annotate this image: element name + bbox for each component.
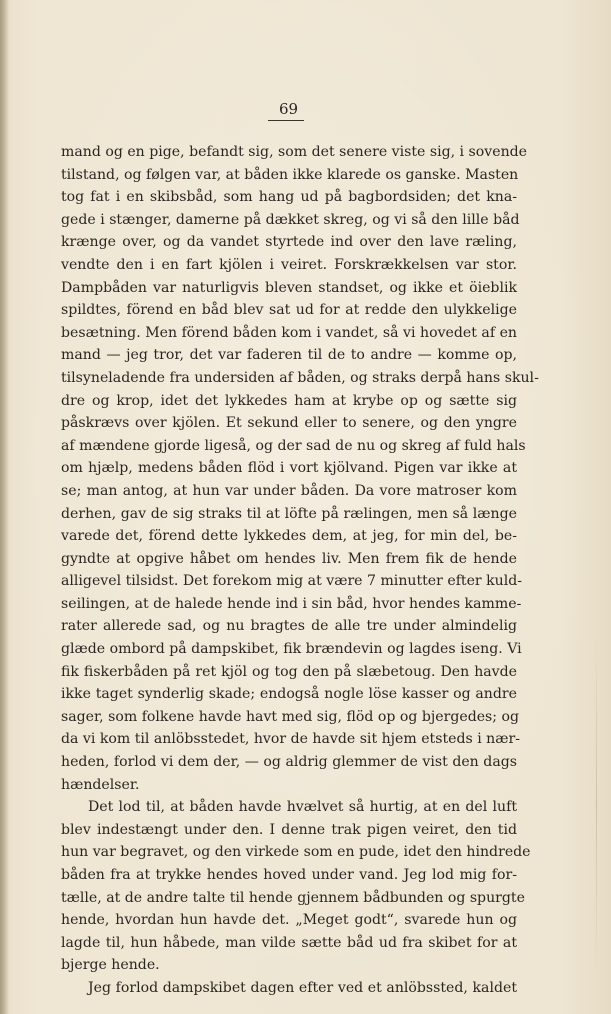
text-line: da vi kom til anlöbsstedet, hvor de havde sit hjem etsteds i nær-: [61, 731, 521, 748]
text-line: varede det, förend dette lykkedes dem, at jeg, for min del, be-: [61, 528, 517, 545]
text-line: hun var begravet, og den virkede som en pude, idet den hindrede: [61, 844, 531, 861]
text-line: båden fra at trykke hendes hoved under vand. Jeg lod mig for-: [61, 867, 517, 883]
page-number-rule: [268, 120, 304, 121]
text-line: mand — jeg tror, det var faderen til de to andre — komme op,: [61, 347, 517, 364]
text-line: besætning. Men förend båden kom i vandet, så vi hovedet af en: [61, 324, 517, 341]
text-line: alligevel tilsidst. Det forekom mig at være 7 minutter efter kuld-: [61, 573, 523, 590]
text-line: hende, hvordan hun havde det. „Meget godt“, svarede hun og: [61, 912, 517, 929]
text-line: tilstand, og følgen var, at båden ikke klarede os ganske. Masten: [61, 166, 519, 183]
page-number: 69: [278, 100, 299, 118]
text-line: krænge over, og da vandet styrtede ind over den lave ræling,: [61, 234, 517, 251]
text-line: spildtes, förend en båd blev sat ud for at redde den ulykkelige: [61, 302, 517, 319]
text-line: om hjælp, medens båden flöd i vort kjölvand. Pigen var ikke at: [61, 460, 517, 477]
paragraph-start-line: Jeg forlod dampskibet dagen efter ved et anlöbssted, kaldet: [88, 979, 517, 996]
text-line: af mændene gjorde ligeså, og der sad de nu og skreg af fuld hals: [61, 437, 526, 454]
text-line: blev indestængt under den. I denne trak pigen veiret, den tid: [61, 821, 517, 838]
text-line: glæde ombord på dampskibet, fik brændevin og lagdes iseng. Vi: [61, 641, 522, 658]
text-line: Dampbåden var naturligvis bleven standset, og ikke et öieblik: [61, 279, 517, 296]
paragraph-end-line: hændelser.: [61, 776, 140, 793]
text-line: tælle, at de andre talte til hende gjennem bådbunden og spurgte: [61, 889, 525, 906]
text-line: gyndte at opgive håbet om hendes liv. Men frem fik de hende: [61, 550, 517, 567]
text-line: seilingen, at de halede hende ind i sin båd, hvor hendes kamme-: [61, 595, 522, 612]
text-line: påskrævs over kjölen. Et sekund eller to senere, og den yngre: [61, 415, 517, 432]
text-line: tog fat i en skibsbåd, som hang ud på bagbordsiden; det kna-: [61, 189, 517, 206]
text-line: vendte den i en fart kjölen i veiret. Forskrækkelsen var stor.: [61, 256, 517, 273]
text-line: lagde til, hun håbede, man vilde sætte båd ud fra skibet for at: [61, 934, 517, 951]
body-text: [61, 141, 539, 1000]
text-line: ikke taget synderlig skade; endogså nogle löse kasser og andre: [61, 686, 517, 703]
page-edge-shadow: [0, 0, 9, 1014]
text-line: sager, som folkene havde havt med sig, flöd op og bjergedes; og: [61, 708, 520, 725]
text-line: heden, forlod vi dem der, — og aldrig glemmer de vist den dags: [61, 754, 517, 771]
text-line: tilsyneladende fra undersiden af båden, og straks derpå hans skul-: [61, 369, 539, 386]
text-line: gede i stænger, damerne på dækket skreg, og vi så den lille båd: [61, 211, 520, 228]
text-line: se; man antog, at hun var under båden. Da vore matroser kom: [61, 482, 517, 499]
text-line: rater allerede sad, og nu bragtes de alle tre under almindelig: [61, 618, 517, 635]
text-line: derhen, gav de sig straks til at löfte på rælingen, men så længe: [61, 505, 517, 522]
paragraph-end-line: bjerge hende.: [61, 957, 160, 974]
paper-edge-mark: [596, 640, 597, 970]
paragraph-start-line: Det lod til, at båden havde hvælvet så hurtig, at en del luft: [88, 799, 517, 816]
text-line: mand og en pige, befandt sig, som det senere viste sig, i sovende: [61, 144, 528, 160]
text-line: fik fiskerbåden på ret kjöl og tog den på slæbetoug. Den havde: [61, 663, 517, 680]
text-line: dre og krop, idet det lykkedes ham at krybe op og sætte sig: [61, 392, 517, 409]
